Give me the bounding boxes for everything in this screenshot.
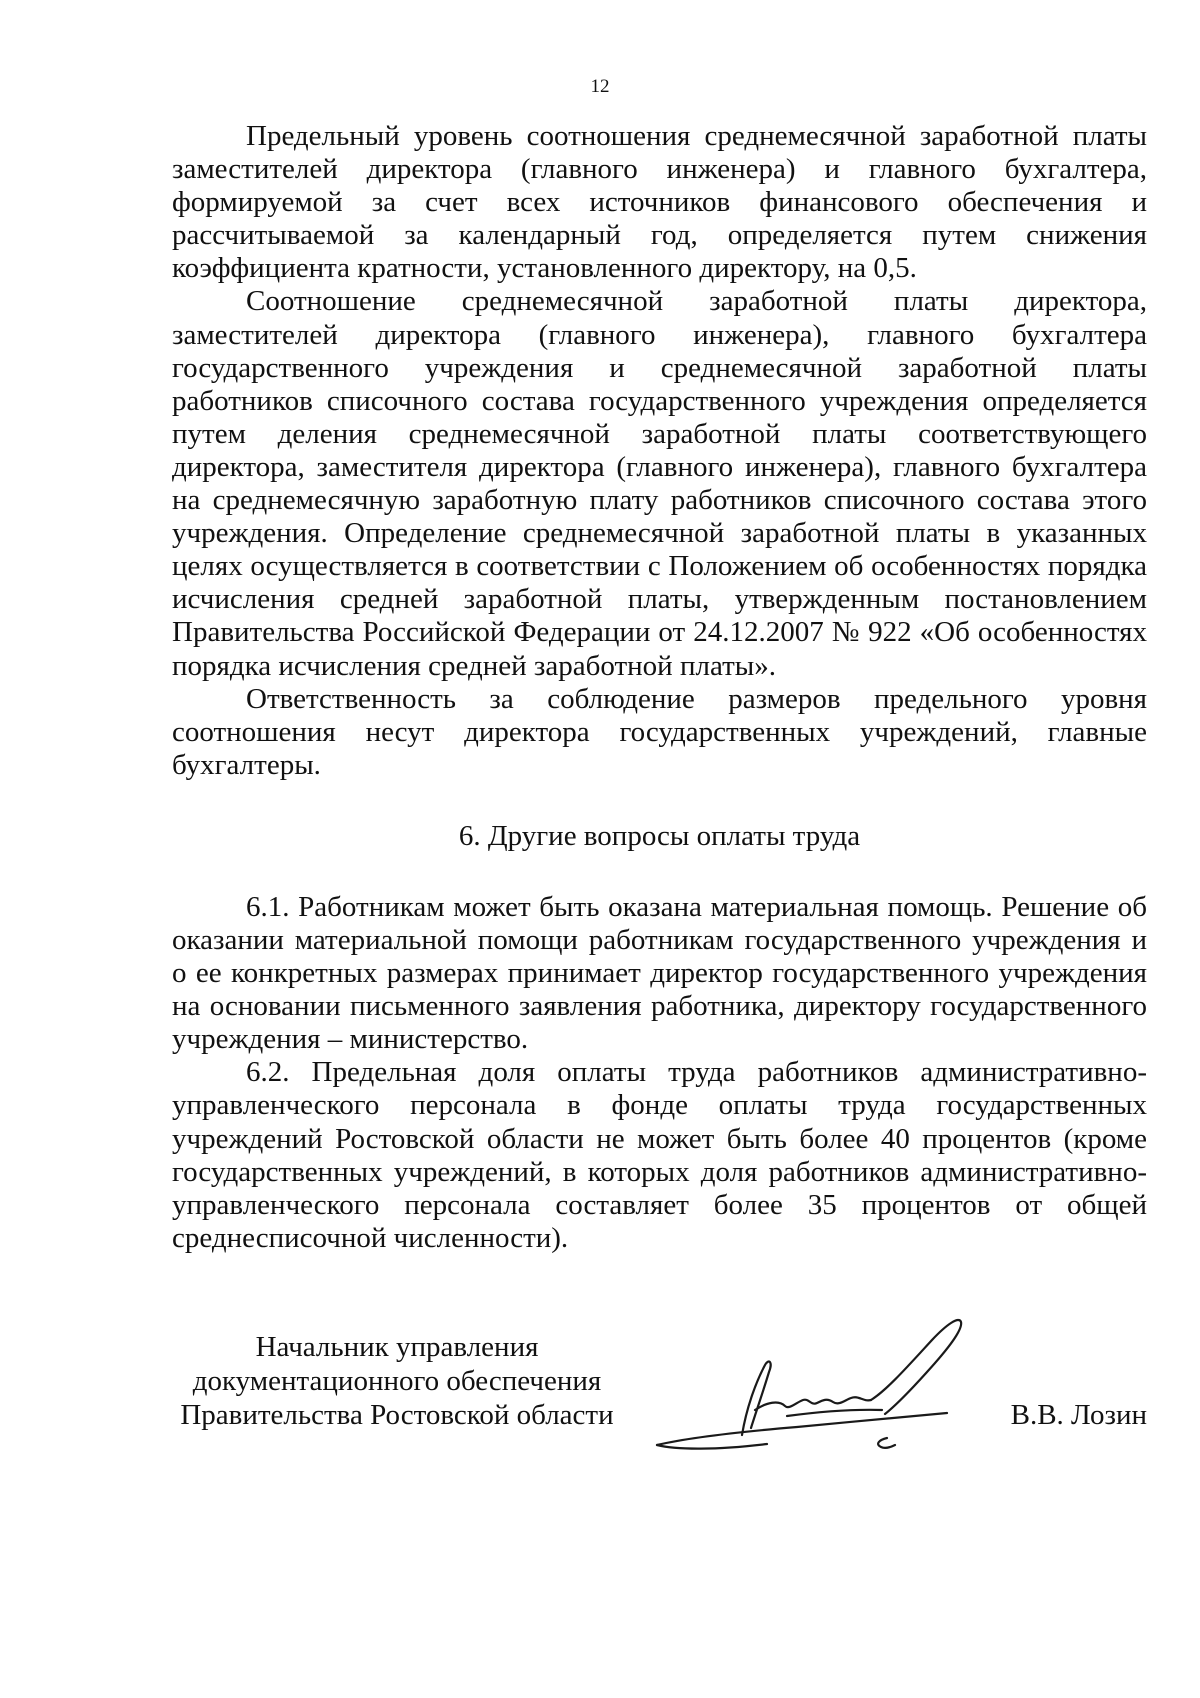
- signatory-name: В.В. Лозин: [1010, 1399, 1147, 1431]
- signature-block: [172, 1330, 1147, 1490]
- paragraph-6-2: 6.2. Предельная доля оплаты труда работников административно-управленческого персонала в фонде оплаты труда государственных учреждений Ростовской области не может быть более 40 процентов (кроме государственных учреждений, в которых доля работников административно-управленческого персонала составляет более 35 процентов от общей среднесписочной численности).: [172, 1056, 1147, 1254]
- paragraph-salary-ratio-limit: Предельный уровень соотношения среднемесячной заработной платы заместителей директора (главного инженера) и главного бухгалтера, формируемой за счет всех источников финансового обеспечения и рассчитываемой за календарный год, определяется путем снижения коэффициента кратности, установленного директору, на 0,5.: [172, 120, 1147, 285]
- signatory-title-line: Правительства Ростовской области: [180, 1399, 614, 1431]
- document-body: [172, 120, 1147, 1255]
- paragraph-6-1: 6.1. Работникам может быть оказана материальная помощь. Решение об оказании материальной помощи работникам государственного учреждения и о ее конкретных размерах принимает директор государственного учреждения на основании письменного заявления работника, директору государственного учреждения – министерство.: [172, 890, 1147, 1056]
- section-heading: 6. Другие вопросы оплаты труда: [458, 819, 861, 852]
- signatory-title: [172, 1330, 622, 1432]
- signatory-title-line: документационного обеспечения: [192, 1365, 602, 1397]
- paragraph-responsibility: Ответственность за соблюдение размеров предельного уровня соотношения несут директора государственных учреждений, главные бухгалтеры.: [172, 682, 1147, 781]
- handwritten-signature: [647, 1310, 997, 1470]
- paragraph-salary-ratio-calculation: Соотношение среднемесячной заработной платы директора, заместителей директора (главного инженера), главного бухгалтера государственного учреждения и среднемесячной заработной платы работников списочного состава государственного учреждения определяется путем деления среднемесячной заработной платы соответствующего директора, заместителя директора (главного инженера), главного бухгалтера на среднемесячную заработную плату работников списочного состава этого учреждения. Определение среднемесячной заработной платы в указанных целях осуществляется в соответствии с Положением об особенностях порядка исчисления средней заработной платы, утвержденным постановлением Правительства Российской Федерации от 24.12.2007 № 922 «Об особенностях порядка исчисления средней заработной платы».: [172, 285, 1147, 682]
- signatory-title-line: Начальник управления: [255, 1331, 539, 1363]
- page-number: 12: [590, 76, 610, 97]
